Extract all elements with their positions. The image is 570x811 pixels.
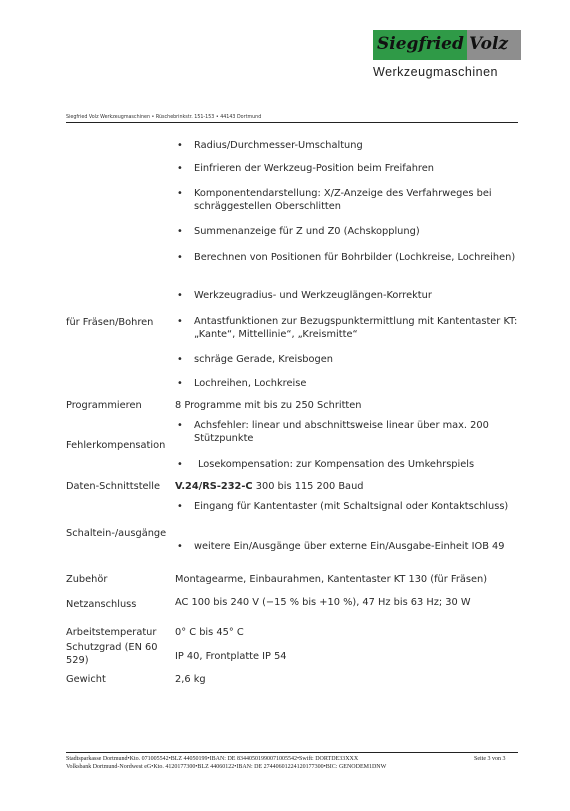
bullet-dot: • <box>177 252 183 263</box>
bullet-text: Lochreihen, Lochkreise <box>194 378 307 389</box>
spec-label-fehlerkompensation: Fehlerkompensation <box>66 440 166 451</box>
spec-label-daten: Daten-Schnittstelle <box>66 481 161 492</box>
spec-label-temperatur: Arbeitstemperatur <box>66 627 157 638</box>
bullet-text: weitere Ein/Ausgänge über externe Ein/Ausgabe-Einheit IOB 49 <box>194 541 505 552</box>
page-number: Seite 3 von 3 <box>474 756 506 762</box>
spec-label-zubehoer: Zubehör <box>66 574 108 585</box>
bullet-text: Berechnen von Positionen für Bohrbilder (Lochkreise, Lochreihen) <box>194 252 516 263</box>
feature-bullet <box>177 139 519 152</box>
feature-bullet <box>177 162 519 175</box>
spec-label-fraesen: für Fräsen/Bohren <box>66 317 154 328</box>
bullet-dot: • <box>177 188 183 199</box>
bullet-text: Antastfunktionen zur Bezugspunktermittlung mit Kantentaster KT: „Kante“, Mittellinie“, „Kreismitte“ <box>194 316 518 340</box>
fehler-bullet <box>177 419 519 445</box>
logo-word-siegfried: Siegfried <box>377 34 464 54</box>
bullet-text: Komponentendarstellung: X/Z-Anzeige des Verfahrweges bei schräggestellen Oberschlitten <box>194 188 492 212</box>
spec-label-programmieren: Programmieren <box>66 400 142 411</box>
bullet-text: Achsfehler: linear und abschnittsweise linear über max. 200 Stützpunkte <box>194 420 489 444</box>
fraesen-bullet <box>177 377 519 390</box>
company-logo <box>373 30 521 79</box>
feature-bullet <box>177 225 519 238</box>
bullet-dot: • <box>177 140 183 151</box>
spec-value-zubehoer: Montagearme, Einbaurahmen, Kantentaster KT 130 (für Fräsen) <box>175 574 488 585</box>
bullet-text: Werkzeugradius- und Werkzeuglängen-Korrektur <box>194 290 432 301</box>
feature-bullet <box>177 187 519 213</box>
bullet-dot: • <box>177 541 183 552</box>
bullet-dot: • <box>177 290 183 301</box>
bullet-text: Einfrieren der Werkzeug-Position beim Freifahren <box>194 163 434 174</box>
fraesen-bullet <box>177 353 519 366</box>
fehler-bullet <box>177 458 523 471</box>
logo-word-volz: Volz <box>469 34 509 54</box>
spec-value-daten <box>175 480 520 493</box>
schalt-bullet <box>177 500 519 513</box>
footer-bank-line-1: Stadtsparkasse Dortmund•Kto. 071005542•BLZ 44050199•IBAN: DE 83440501990071005542•Swift: DORTDE33XXX <box>66 756 359 762</box>
spec-value-programmieren: 8 Programme mit bis zu 250 Schritten <box>175 400 362 411</box>
bullet-dot: • <box>177 378 183 389</box>
spec-value-schutzgrad: IP 40, Frontplatte IP 54 <box>175 651 287 662</box>
feature-bullet <box>177 289 519 302</box>
baud-range: 300 bis 115 200 Baud <box>252 481 364 492</box>
bullet-text: Losekompensation: zur Kompensation des Umkehrspiels <box>198 459 475 470</box>
spec-value-gewicht: 2,6 kg <box>175 674 206 685</box>
feature-bullet <box>177 251 519 264</box>
spec-label-schalt: Schaltein-/ausgänge <box>66 528 167 539</box>
bullet-dot: • <box>177 226 183 237</box>
bullet-text: Radius/Durchmesser-Umschaltung <box>194 140 363 151</box>
bullet-text: Eingang für Kantentaster (mit Schaltsignal oder Kontaktschluss) <box>194 501 509 512</box>
bullet-dot: • <box>177 163 183 174</box>
spec-label-netz: Netzanschluss <box>66 599 137 610</box>
bullet-dot: • <box>177 420 183 431</box>
header-address: Siegfried Volz Werkzeugmaschinen • Rüschebrinkstr. 151-153 • 44143 Dortmund <box>66 115 262 120</box>
footer-divider <box>66 752 518 753</box>
bullet-dot: • <box>177 354 183 365</box>
bullet-text: schräge Gerade, Kreisbogen <box>194 354 333 365</box>
bullet-dot: • <box>177 501 183 512</box>
logo-mark <box>373 30 521 60</box>
logo-subtitle: Werkzeugmaschinen <box>373 65 498 79</box>
fraesen-bullet <box>177 315 519 341</box>
spec-value-temperatur: 0° C bis 45° C <box>175 627 244 638</box>
spec-label-schutzgrad: Schutzgrad (EN 60 529) <box>66 642 158 666</box>
schalt-bullet <box>177 540 519 553</box>
bullet-dot: • <box>177 316 183 327</box>
bullet-dot: • <box>177 459 183 470</box>
bullet-text: Summenanzeige für Z und Z0 (Achskopplung) <box>194 226 420 237</box>
spec-value-netz: AC 100 bis 240 V (−15 % bis +10 %), 47 Hz bis 63 Hz; 30 W <box>175 597 471 608</box>
header-divider <box>66 122 518 123</box>
footer-bank-line-2: Volksbank Dortmund-Nordwest eG•Kto. 4120177300•BLZ 44060122•IBAN: DE 27440601224120177300•BIC: GENODEM1DNW <box>66 764 387 770</box>
interface-name: V.24/RS-232-C <box>175 481 253 492</box>
spec-label-gewicht: Gewicht <box>66 674 106 685</box>
